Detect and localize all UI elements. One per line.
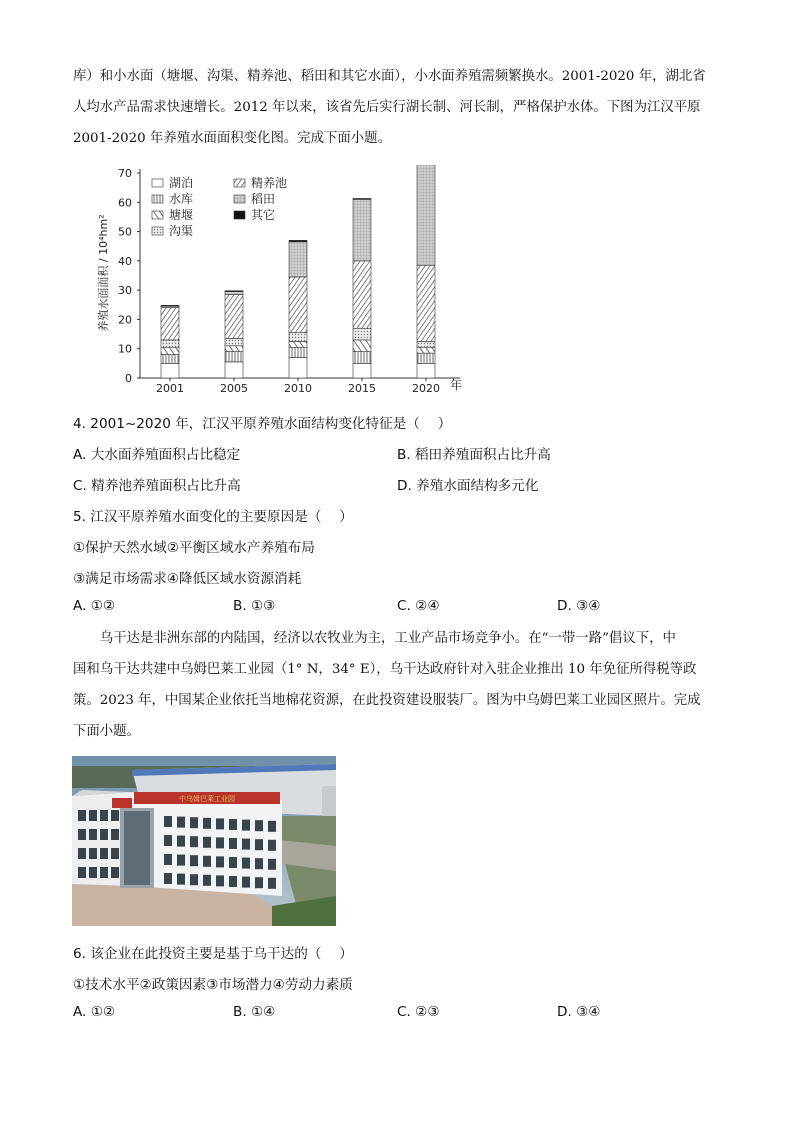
intro1-line-1: 库）和小水面（塘堰、沟渠、精养池、稻田和其它水面），小水面养殖需频繁换水。2001-2020 年，湖北省 [73,69,706,84]
window [164,854,172,865]
legend-label: 沟渠 [169,224,194,238]
q4-option-c[interactable]: C. 精养池养殖面积占比升高 [73,478,241,494]
window [190,874,198,885]
intro1-line-3: 2001-2020 年养殖水面面积变化图。完成下面小题。 [73,131,391,146]
bar-segment [289,341,307,347]
window [78,829,86,840]
bar-segment [353,261,371,328]
bar-segment [225,295,243,339]
window [100,867,108,878]
bar-segment [225,346,243,352]
window [255,820,263,831]
q5-statements-1: ①保护天然水域②平衡区域水产养殖布局 [73,540,315,556]
window [78,848,86,859]
bar-segment [161,363,179,378]
intro2-line-1: 乌干达是非洲东部的内陆国，经济以农牧业为主，工业产品市场竞争小。在“一带一路”倡议下，中 [73,631,676,646]
x-axis-unit: 年 [450,378,463,392]
legend-label: 塘堰 [169,208,194,222]
window [164,873,172,884]
window [164,816,172,827]
bar-segment [225,292,243,295]
window [216,818,224,829]
window [242,858,250,869]
legend-label: 水库 [169,192,194,206]
legend-label: 稻田 [251,192,276,206]
question-6-stem: 6. 该企业在此投资主要是基于乌干达的（ ） [73,946,353,962]
bar-segment [161,308,179,340]
window [229,876,237,887]
y-tick-label: 60 [118,196,132,210]
bar-segment [417,341,435,347]
building-sign: 中乌姆巴莱工业园 [179,795,235,803]
window [216,856,224,867]
bar-segment [353,199,371,261]
bar-segment [417,265,435,341]
q6-option-c[interactable]: C. ②③ [397,1004,440,1020]
window [177,836,185,847]
bar-segment [289,277,307,333]
y-tick-label: 20 [118,313,132,327]
bar-segment [353,198,371,199]
bar-segment [161,340,179,347]
bar-segment [417,353,435,363]
window [89,848,97,859]
q6-option-d[interactable]: D. ③④ [557,1004,601,1020]
window [78,810,86,821]
intro-paragraph-2 [73,623,723,747]
bar-segment [289,358,307,379]
window [111,829,119,840]
window [242,877,250,888]
q4-option-b[interactable]: B. 稻田养殖面积占比升高 [397,447,551,463]
x-tick-label: 2015 [348,382,376,395]
window [100,810,108,821]
q6-option-a[interactable]: A. ①② [73,1004,116,1020]
window [255,839,263,850]
window [100,848,108,859]
q5-option-a[interactable]: A. ①② [73,598,116,614]
legend-label: 其它 [251,208,276,222]
question-5-stem: 5. 江汉平原养殖水面变化的主要原因是（ ） [73,509,353,525]
window [177,874,185,885]
window [111,810,119,821]
window [242,820,250,831]
window [78,867,86,878]
legend-swatch [234,179,245,187]
q6-statements: ①技术水平②政策因素③市场潜力④劳动力素质 [73,977,353,993]
intro2-line-3: 策。2023 年，中国某企业依托当地棉花资源，在此投资建设服装厂。图为中乌姆巴莱工业园区照片。完成 [73,693,701,708]
y-tick-label: 10 [118,342,132,356]
window [164,835,172,846]
window [255,877,263,888]
bar-segment [353,352,371,364]
window [89,829,97,840]
window [216,875,224,886]
intro-paragraph-1 [73,61,723,154]
window [268,878,276,889]
window [111,867,119,878]
question-4-stem: 4. 2001~2020 年，江汉平原养殖水面结构变化特征是（ ） [73,416,452,432]
bar-segment [289,242,307,277]
q5-option-d[interactable]: D. ③④ [557,598,601,614]
bar-segment [289,240,307,241]
q4-option-d[interactable]: D. 养殖水面结构多元化 [397,478,539,494]
bar-segment [225,352,243,362]
window [177,855,185,866]
legend-swatch [152,211,163,219]
intro1-line-2: 人均水产品需求快速增长。2012 年以来，该省先后实行湖长制、河长制，严格保护水体。下图为江汉平原 [73,100,701,115]
bar-segment [289,333,307,342]
bar-segment [161,305,179,306]
legend-swatch [152,227,163,235]
q4-option-a[interactable]: A. 大水面养殖面积占比稳定 [73,447,241,463]
y-tick-label: 50 [118,225,132,239]
window [190,836,198,847]
q5-statements-2: ③满足市场需求④降低区域水资源消耗 [73,571,302,587]
q5-option-b[interactable]: B. ①③ [233,598,276,614]
bar-segment [225,362,243,378]
window [268,840,276,851]
y-tick-label: 70 [118,167,132,180]
window [203,875,211,886]
bar-segment [289,347,307,357]
x-tick-label: 2001 [156,382,184,395]
bar-segment [417,347,435,353]
bar-segment [161,355,179,364]
window [255,858,263,869]
y-tick-label: 40 [118,254,132,268]
window [203,856,211,867]
x-tick-label: 2020 [412,382,440,395]
legend-swatch [152,179,163,187]
window [89,810,97,821]
industrial-park-photo [72,756,336,926]
window [190,817,198,828]
bar-segment [161,347,179,354]
aquaculture-area-chart [90,165,470,400]
window [190,855,198,866]
window [229,838,237,849]
window [203,837,211,848]
window [89,867,97,878]
window [229,819,237,830]
window [268,859,276,870]
bar-segment [225,338,243,345]
window [268,821,276,832]
window [100,829,108,840]
bar-segment [353,363,371,378]
legend-swatch [152,195,163,203]
legend-label: 湖泊 [169,176,194,190]
bar-segment [353,340,371,352]
window [111,848,119,859]
q5-option-c[interactable]: C. ②④ [397,598,440,614]
x-tick-label: 2005 [220,382,248,395]
legend-swatch [234,211,245,219]
bar-segment [417,165,435,265]
legend-swatch [234,195,245,203]
window [177,817,185,828]
bar-segment [353,328,371,340]
window [229,857,237,868]
window [242,839,250,850]
q6-option-b[interactable]: B. ①④ [233,1004,276,1020]
y-tick-label: 0 [125,372,132,385]
window [216,837,224,848]
window [203,818,211,829]
bar-segment [417,363,435,378]
y-tick-label: 30 [118,284,132,298]
y-axis-label: 养殖水面面积 / 10⁴hm² [97,214,110,332]
bar-segment [225,291,243,292]
x-tick-label: 2010 [284,382,312,395]
legend-label: 精养池 [251,176,288,190]
intro2-line-4: 下面小题。 [73,724,140,739]
intro2-line-2: 国和乌干达共建中乌姆巴莱工业园（1° N，34° E），乌干达政府针对入驻企业推出 10 年免征所得税等政 [73,662,697,677]
